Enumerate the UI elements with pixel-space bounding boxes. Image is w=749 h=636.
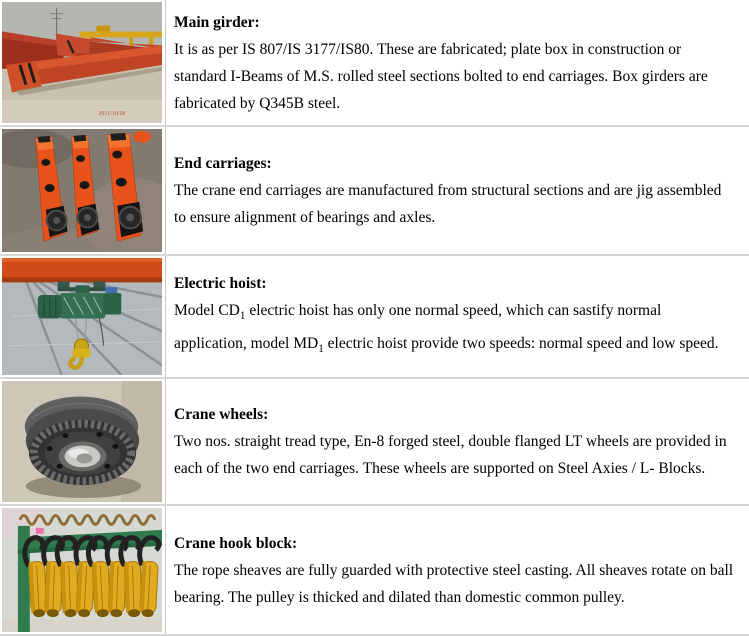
main-girder-text [166, 0, 749, 125]
end-carriages-photo [2, 129, 162, 252]
end-carriages-photo-illustration [2, 129, 162, 252]
hook-block-photo-cell [0, 506, 166, 634]
main-girder-photo-illustration [2, 2, 162, 123]
crane-wheel-photo [2, 381, 162, 502]
electric-hoist-photo-cell [0, 256, 166, 377]
section-electric-hoist [0, 256, 749, 379]
section-body: Model $CD_1$ electric hoist has only one normal speed, which can sastify normal application, model $MD_1$ electric hoist provide two speeds: normal speed and low speed. [174, 301, 719, 356]
section-body: The rope sheaves are fully guarded with protective steel casting. All sheaves rotate on ball bearing. The pulley is thicked and dilated than domestic common pulley. [174, 561, 734, 606]
end-carriages-text [166, 127, 749, 254]
electric-hoist-text [166, 256, 749, 377]
section-end-carriages [0, 127, 749, 256]
crane-wheels-text [166, 379, 749, 504]
section-heading: Main girder: [174, 13, 260, 31]
end-carriages-photo-cell [0, 127, 166, 254]
orange-girder [2, 258, 162, 282]
section-crane-hook-block [0, 506, 749, 636]
hook-block-photo [2, 508, 162, 632]
main-girder-photo-cell [0, 0, 166, 125]
wheel-hub [59, 442, 107, 472]
section-body: It is as per IS 807/IS 3177/IS80. These are fabricated; plate box in construction or standard I-Beams of M.S. rolled steel sections bolted to end carriages. Box girders are fabricated by Q345B steel. [174, 40, 708, 112]
section-heading: End carriages: [174, 155, 272, 172]
section-heading: Crane hook block: [174, 534, 298, 552]
electric-hoist-photo-illustration [2, 258, 162, 375]
main-girder-photo [2, 2, 162, 123]
section-crane-wheels [0, 379, 749, 506]
hook-blocks-row [24, 537, 160, 618]
electric-hoist-photo [2, 258, 162, 375]
crane-wheel-photo-illustration [2, 381, 162, 502]
section-main-girder [0, 0, 749, 127]
section-body: Two nos. straight tread type, En-8 forged steel, double flanged LT wheels are provided in each of the two end carriages. These wheels are supported on Steel Axies / L- Blocks. [174, 433, 727, 477]
crane-hook-block-text [166, 506, 749, 634]
crane-wheel-photo-cell [0, 379, 166, 504]
section-body: The crane end carriages are manufactured from structural sections and are jig assembled to ensure alignment of bearings and axles. [174, 182, 722, 226]
section-heading: Crane wheels: [174, 406, 269, 423]
section-heading: Electric hoist: [174, 274, 267, 292]
hook-block-photo-illustration [2, 508, 162, 632]
photo-timestamp: 2011/10/18 [98, 111, 126, 118]
